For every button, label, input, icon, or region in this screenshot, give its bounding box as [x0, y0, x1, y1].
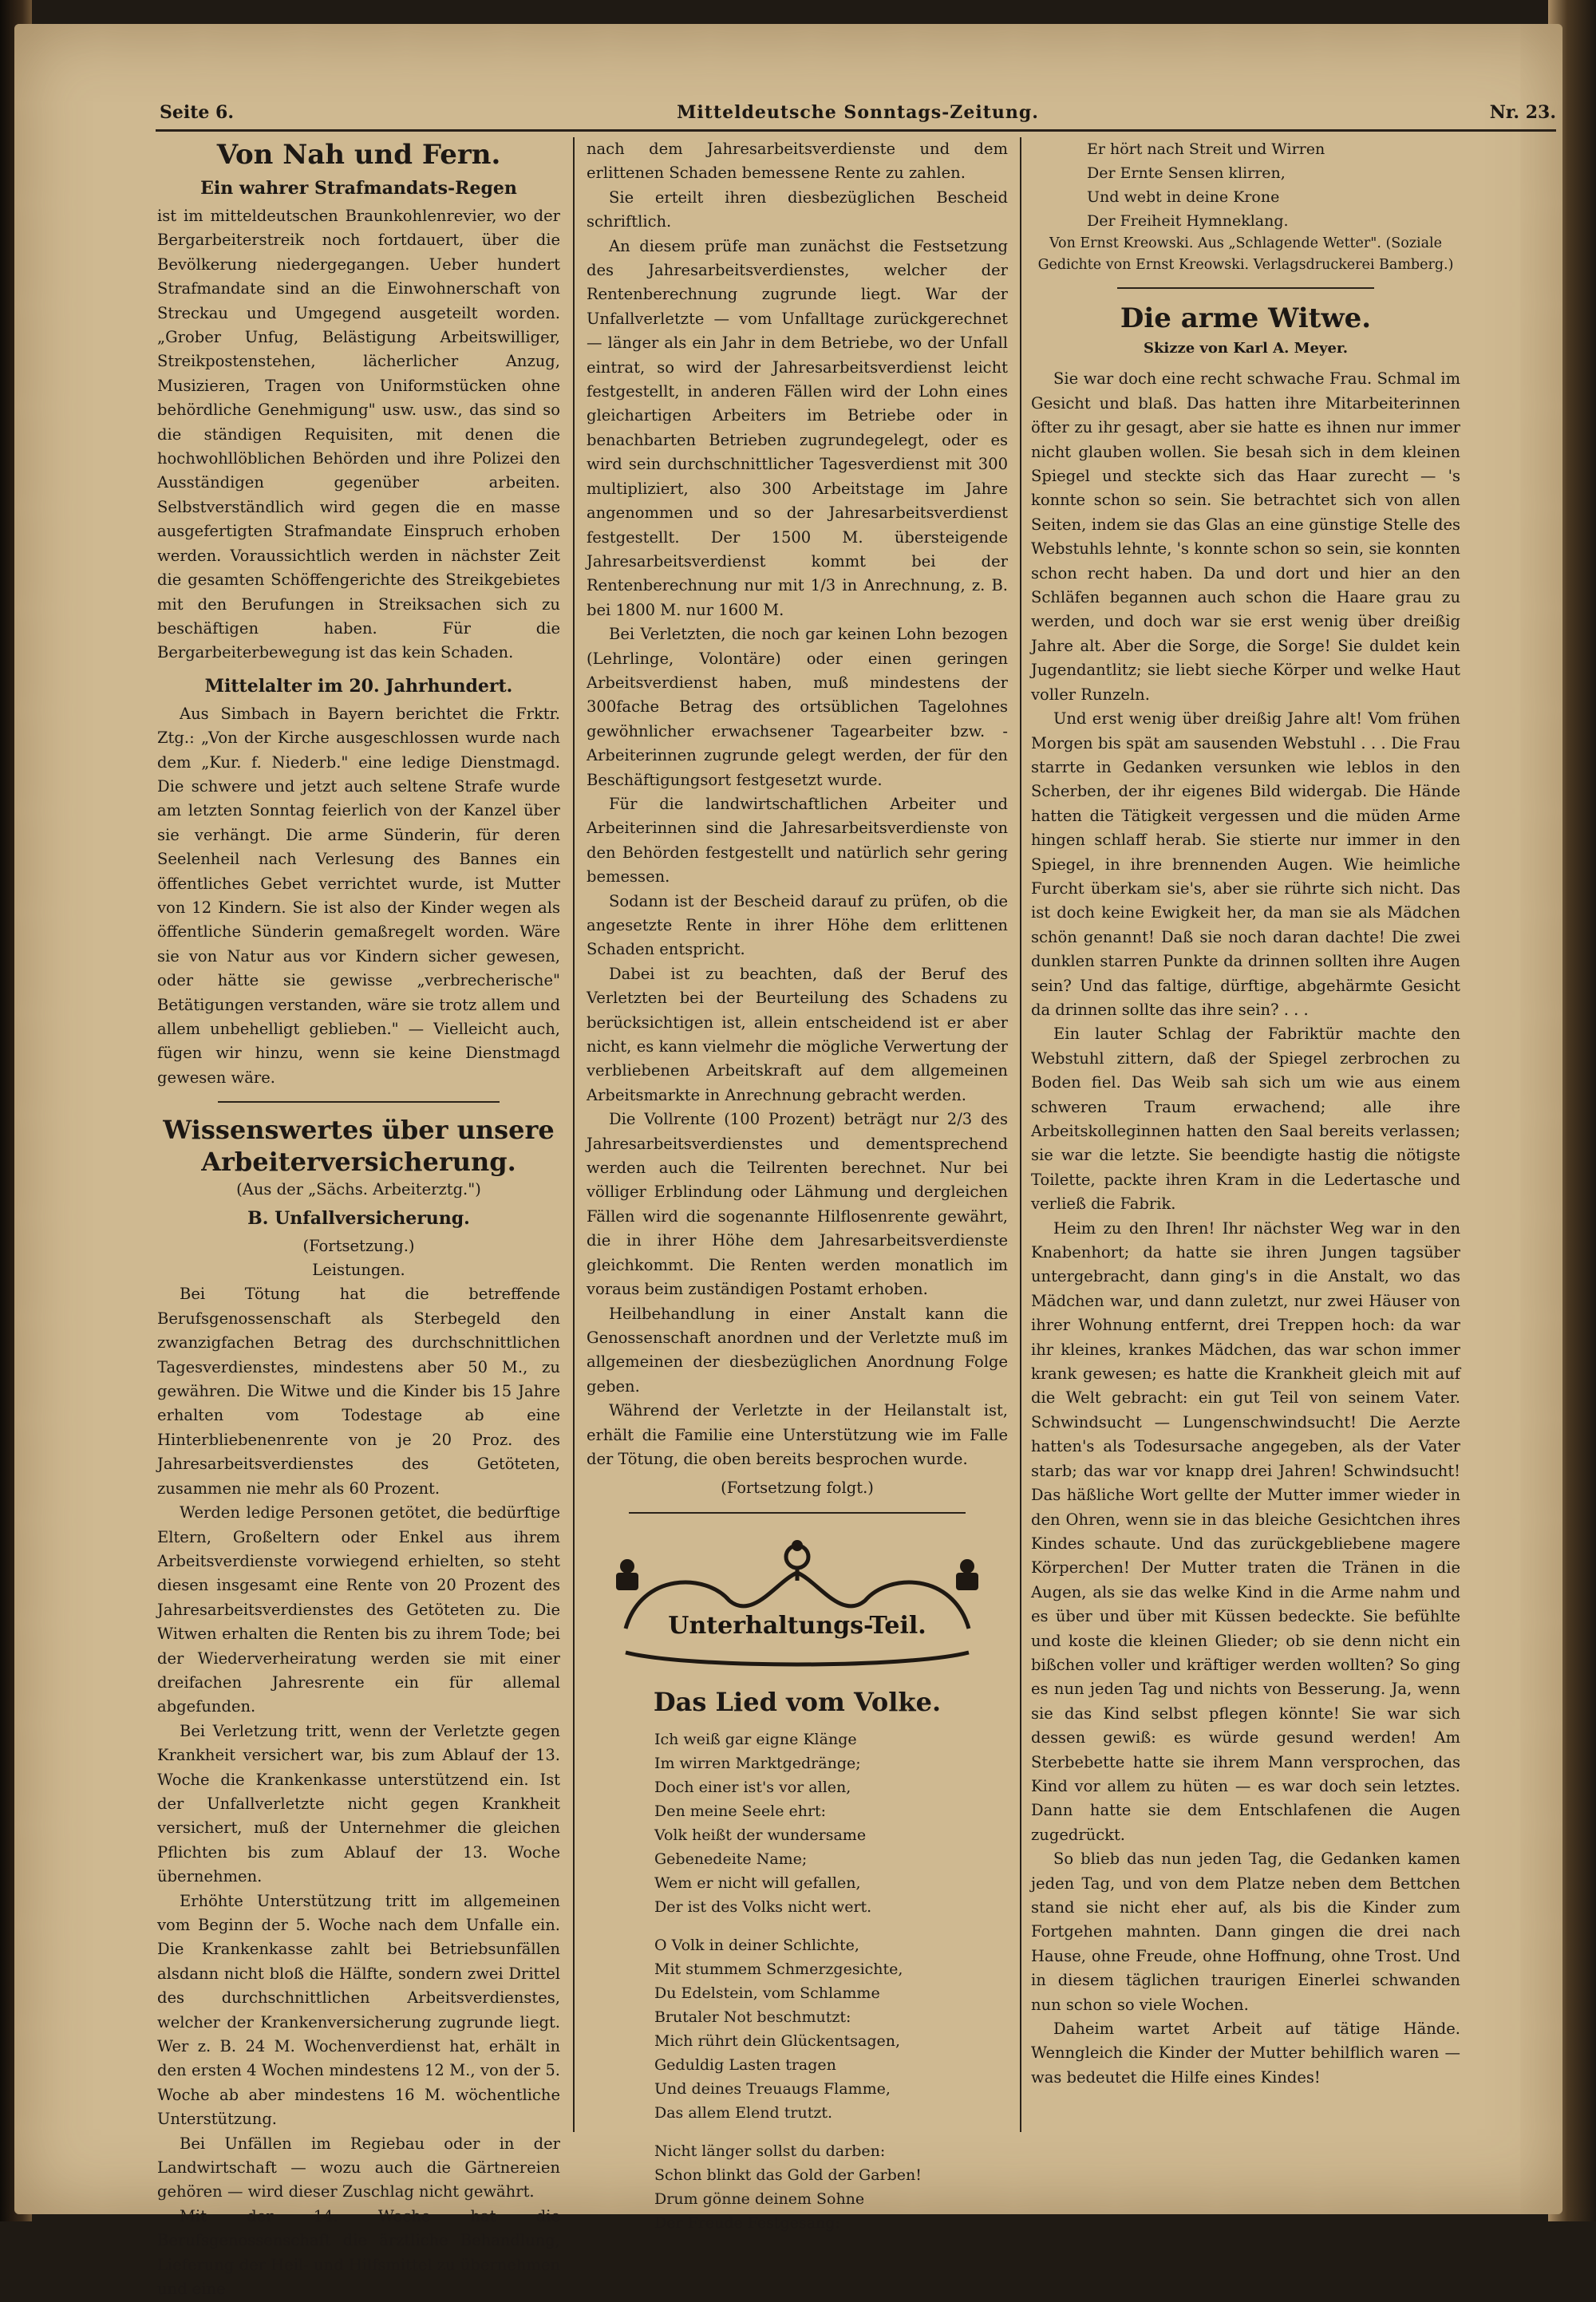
section-title: Von Nah und Fern.	[216, 139, 501, 171]
paragraph: Bei Verletzten, die noch gar keinen Lohn bezogen (Lehrlinge, Volontäre) oder einen geringen Arbeitsverdienst haben, muß mindestens der 300fache Betrag des ortsüblichen Tagelohnes gewöhnlicher erwachsener Tagearbeiter bzw. -Arbeiterinnen zugrunde gelegt werden, der für den Beschäftigungsort festgesetzt wurde.	[587, 625, 1008, 789]
poem-line: Mich rührt dein Glückentsagen,	[654, 2032, 901, 2050]
paragraph: Die Vollrente (100 Prozent) beträgt nur 2/3 des Jahresarbeitsverdienstes und dementsprechend werden auch die Teilrenten berechnet. Nur bei völliger Erblindung oder Lähmung und dergleichen Fällen wird die sogenannte Hilflosenrente gewährt, die in ihrer Höhe dem Jahresarbeitsverdienste gleichkommt. Die Renten werden monatlich im voraus beim zuständigen Postamt erhoben.	[587, 1110, 1008, 1299]
paragraph: Daheim wartet Arbeit auf tätige Hände. Wenngleich die Kinder der Mutter behilflich waren — was bedeutet die Hilfe eines Kindes!	[1031, 2020, 1460, 2087]
ornament-frame-icon	[610, 1525, 985, 1676]
poem-line: Gebenedeite Name;	[654, 1850, 808, 1868]
paragraph: Sie erteilt ihren diesbezüglichen Bescheid schriftlich.	[587, 188, 1008, 231]
poem-line: O Volk in deiner Schlichte,	[654, 1936, 859, 1954]
column-rule-1	[573, 137, 575, 2132]
poem-line: Brutaler Not beschmutzt:	[654, 2008, 851, 2026]
poem-line: Du Edelstein, vom Schlamme	[654, 1984, 880, 2002]
newspaper-title: Mitteldeutsche Sonntags-Zeitung.	[677, 102, 1039, 123]
poem-line: Geduldig Lasten tragen	[654, 2055, 836, 2074]
paragraph: Mit der 14. Woche hat die Berufsgenossenschaft die ärztliche Behandlung, Lieferung der Heil- und Hilfsmittel zu übernehmen und eine	[157, 2206, 561, 2299]
feuilleton-title: Unterhaltungs-Teil.	[668, 1611, 926, 1640]
poem-line: Der Ernte Sensen klirren,	[1087, 164, 1286, 182]
poem-line: Ich weiß gar eigne Klänge	[654, 1730, 857, 1748]
column-3	[1031, 137, 1460, 2090]
poem-line: Im wirren Marktgedränge;	[654, 1754, 861, 1772]
page-number: Seite 6.	[160, 102, 235, 123]
column-2	[587, 137, 1008, 2235]
poem-line: Schon blinkt das Gold der Garben!	[654, 2166, 922, 2184]
story-title: Die arme Witwe.	[1120, 302, 1372, 334]
story-byline: Skizze von Karl A. Meyer.	[1143, 340, 1349, 357]
poem-line: Der ist des Volks nicht wert.	[654, 1897, 872, 1916]
article-text-strafmandat: ist im mitteldeutschen Braunkohlenrevier, wo der Bergarbeiterstreik noch fortdauert, über die Bevölkerung niedergegangen. Ueber hundert Strafmandate sind an die Einwohnerschaft von Streckau und Umgegend ausgeteilt worden. „Grober Unfug, Belästigung Arbeitswilliger, Streikpostenstehen, lächerlicher Anzug, Musizieren, Tragen von Uniformstücken ohne behördliche Genehmigung" usw. usw., das sind so die ständigen Requisiten, mit denen die hochwohllöblichen Behörden und ihre Polizei den Ausständigen gegenüber arbeiten. Selbstverständlich wird gegen die en masse ausgefertigten Strafmandate Einspruch erhoben werden. Voraussichtlich werden in nächster Zeit die gesamten Schöffengerichte des Streikgebietes mit den Berufungen in Streiksachen sich zu beschäftigen haben. Für die Bergarbeiterbewegung ist das kein Schaden.	[157, 207, 560, 662]
paragraph: nach dem Jahresarbeitsverdienste und dem erlittenen Schaden bemessene Rente zu zahlen.	[587, 140, 1008, 183]
poem-line: Und deines Treuaugs Flamme,	[654, 2079, 891, 2098]
subheading-leistungen: Leistungen.	[312, 1261, 405, 1280]
stanza-break	[654, 1919, 1008, 1933]
column-rule-2	[1020, 137, 1021, 2132]
continuation-note: (Fortsetzung folgt.)	[721, 1479, 874, 1498]
poem-line: Und webt in deine Krone	[1087, 188, 1280, 206]
paragraph: Sodann ist der Bescheid darauf zu prüfen, ob die angesetzte Rente in ihrer Höhe dem erlittenen Schaden entspricht.	[587, 891, 1008, 959]
paragraph: Heim zu den Ihren! Ihr nächster Weg war in den Knabenhort; da hatte sie ihren Jungen tagsüber untergebracht, dann ging's in die Anstalt, wo das Mädchen war, und dann zuletzt, nur zwei Häuser von ihrer Wohnung entfernt, drei Treppen hoch: da war ihr kleines, krankes Mädchen, das war schon immer krank gewesen; es hatte die Krankheit gleich mit auf die Welt gebracht: ein gut Teil von seinem Vater. Schwindsucht — Lungenschwindsucht! Die Aerzte hatten's als Todesursache angegeben, als der Vater starb; das war vor knapp drei Jahren! Schwindsucht! Das häßliche Wort gellte der Mutter immer wieder in den Ohren, wenn sie in das bleiche Gesichtchen ihres Kindes schaute. Und das zurückgebliebene magere Körperchen! Der Mutter traten die Tränen in die Augen, als sie das welke Kind in die Arme nahm und es über und über mit Küssen bedeckte. Sie befühlte und koste die kleinen Glieder; ob sie denn nicht ein bißchen voller und kräftiger werden wollten? So ging es nun jeden Tag und nichts von Besserung. Ja, wenn sie das Kind selbst pflegen könnte! Sie war sich dessen gewiß: es würde gesund werden! Am Sterbebette hatte sie ihrem Mann versprochen, das Kind vor allem zu hüten — es war doch sein letztes. Dann hatte sie dem Entschlafenen die Augen zugedrückt.	[1031, 1218, 1460, 1844]
article-title-strafmandat: Ein wahrer Strafmandats-Regen	[200, 178, 517, 199]
paragraph: Dabei ist zu beachten, daß der Beruf des Verletzten bei der Beurteilung des Schadens zu berücksichtigen ist, allein entscheidend ist er aber nicht, es kann vielmehr die mögliche Verwertung der verbliebenen Arbeitskraft auf dem allgemeinen Arbeitsmarkte in Anrechnung gebracht werden.	[587, 964, 1008, 1104]
paragraph: Heilbehandlung in einer Anstalt kann die Genossenschaft anordnen und der Verletzte muß im allgemeinen der diesbezüglichen Anordnung Folge geben.	[587, 1304, 1008, 1396]
paragraph: Bei Unfällen im Regiebau oder in der Landwirtschaft — wozu auch die Gärtnereien gehören — wird dieser Zuschlag nicht gewährt.	[157, 2134, 560, 2201]
poem-line: Drum gönne deinem Sohne	[654, 2189, 865, 2208]
article-text-mittelalter: Aus Simbach in Bayern berichtet die Frktr. Ztg.: „Von der Kirche ausgeschlossen wurde nach dem „Kur. f. Niederb." eine ledige Dienstmagd. Die schwere und jetzt auch seltene Strafe wurde am letzten Sonntag feierlich von der Kanzel über sie verhängt. Die arme Sünderin, für deren Seelenheil nach Verlesung des Bannes ein öffentliches Gebet verrichtet wurde, ist Mutter von 12 Kindern. Sie ist also der Kinder wegen als öffentliche Sünderin gemaßregelt worden. Wäre sie von Natur aus vor Kindern sicher gewesen, oder hätte sie gewisse „verbrecherische" Betätigungen verstanden, wäre sie trotz allem und allem unbehelligt geblieben." — Vielleicht auch, fügen wir hinzu, wenn sie keine Dienstmagd gewesen wäre.	[157, 704, 560, 1087]
paragraph: So blieb das nun jeden Tag, die Gedanken kamen jeden Tag, und von dem Platze neben dem Bettchen stand sie nicht eher auf, als bis die Kinder zum Fortgehen mahnten. Dann gingen die drei nach Hause, ohne Freude, ohne Hoffnung, ohne Trost. Und in diesem täglichen traurigen Einerlei schwanden nun schon so viele Wochen.	[1031, 1850, 1460, 2014]
article-subtitle: B. Unfallversicherung.	[247, 1207, 470, 1229]
paragraph: An diesem prüfe man zunächst die Festsetzung des Jahresarbeitsverdienstes, welcher der Rentenberechnung zugrunde liegt. War der Unfallverletzte — vom Unfalltage zurückgerechnet — länger als ein Jahr in dem Betriebe, wo der Unfall eintrat, so wird der Jahresarbeitsverdienst leicht festgestellt, in anderen Fällen wird der Lohn eines gleichartigen Arbeiters im Betriebe oder in benachbarten Betrieben zugrundegelegt, oder es wird sein durchschnittlicher Tagesverdienst mit 300 multipliziert, also 300 Arbeitstage im Jahre angenommen und so der Jahresarbeitsverdienst festgestellt. Der 1500 M. übersteigende Jahresarbeitsverdienst kommt bei der Rentenberechnung nur mit 1/3 in Anrechnung, z. B. bei 1800 M. nur 1600 M.	[587, 236, 1008, 619]
paragraph: Erhöhte Unterstützung tritt im allgemeinen vom Beginn der 5. Woche nach dem Unfalle ein. Die Krankenkasse zahlt bei Betriebsunfällen alsdann nicht bloß die Hälfte, sondern zwei Drittel des durchschnittlichen Arbeitsverdienstes, welcher der Krankenversicherung zugrunde liegt. Wer z. B. 24 M. Wochenverdienst hat, erhält in den ersten 4 Wochen mindestens 12 M., von der 5. Woche ab aber mindestens 16 M. wöchentliche Unterstützung.	[157, 1891, 560, 2129]
poem-line: Der Freude Festgesang:	[654, 2213, 840, 2232]
poem-line: Den meine Seele ehrt:	[654, 1802, 827, 1820]
article-divider	[218, 1101, 500, 1103]
poem-line: Er hört nach Streit und Wirren	[1087, 140, 1325, 158]
article-source: (Aus der „Sächs. Arbeiterztg.")	[236, 1180, 481, 1199]
header-rule	[156, 129, 1556, 132]
issue-number: Nr. 23.	[1489, 102, 1556, 123]
poem-line: Doch einer ist's vor allen,	[654, 1778, 851, 1796]
poem-ending	[1031, 137, 1460, 233]
paragraph: Bei Verletzung tritt, wenn der Verletzte gegen Krankheit versichert war, bis zum Ablauf der 13. Woche die Krankenkasse unterstützend ein. Ist der Unfallverletzte nicht gegen Krankheit versichert, muß der Unternehmer die gleichen Pflichten bis zum Ablauf der 13. Woche übernehmen.	[157, 1721, 560, 1886]
poem-line: Nicht länger sollst du darben:	[654, 2142, 886, 2160]
paragraph: Während der Verletzte in der Heilanstalt ist, erhält die Familie eine Unterstützung wie im Falle der Tötung, die oben bereits besprochen wurde.	[587, 1401, 1008, 1468]
paragraph: Werden ledige Personen getötet, die bedürftige Eltern, Großeltern oder Enkel aus ihrem Arbeitsverdienste vorwiegend erhielten, so steht diesen insgesamt eine Rente von 20 Prozent des Jahresarbeitsverdienstes des Getöteten zu. Die Witwen erhalten die Renten bis zu ihrem Tode; bei der Wiederverheiratung werden sie mit einer dreifachen Jahresrente ein für allemal abgefunden.	[157, 1503, 560, 1716]
stanza-break	[654, 2125, 1008, 2139]
paragraph: Ein lauter Schlag der Fabriktür machte den Webstuhl zittern, daß der Spiegel zerbrochen zu Boden fiel. Das Weib sah sich um wie aus einem schweren Traum erwachend; alle ihre Arbeitskolleginnen hatten den Saal bereits verlassen; sie war die letzte. Sie beendigte hastig die nötigste Toilette, packte ihren Kram in die Ledertasche und verließ die Fabrik.	[1031, 1025, 1460, 1214]
poem-line: Wem er nicht will gefallen,	[654, 1874, 861, 1892]
section-divider	[629, 1512, 966, 1514]
column-1	[157, 137, 560, 2302]
paragraph: Und erst wenig über dreißig Jahre alt! Vom frühen Morgen bis spät am sausenden Webstuhl . . . Die Frau starrte in Gedanken versunken wie leblos in den Scherben, der ihr eigenes Bild widergab. Die Hände hatten die Tätigkeit vergessen und die müden Arme hingen schlaff herab. Sie stierte nur immer in den Spiegel, in ihre brennenden Augen. Wie heimliche Furcht überkam sie's, aber sie rührte sich nicht. Das ist doch keine Ewigkeit her, da man sie als Mädchen schön genannt! Daß sie noch daran dachte! Die zwei dunklen starren Punkte da drinnen sollten ihre Augen sein? Und das faltige, dürftige, abgehärmte Gesicht da drinnen sollte das ihre sein? . . .	[1031, 709, 1460, 1019]
paragraph: Bei Tötung hat die betreffende Berufsgenossenschaft als Sterbegeld den zwanzigfachen Betrag des durchschnittlichen Tagesverdienstes, mindestens aber 50 M., zu gewähren. Die Witwe und die Kinder bis 15 Jahre erhalten vom Todestage ab eine Hinterbliebenenrente von je 20 Proz. des Jahresarbeitsverdienstes des Getöteten, zusammen nie mehr als 60 Prozent.	[157, 1285, 560, 1498]
feuilleton-ornament	[610, 1525, 985, 1676]
poem-line: Der Freiheit Hymneklang.	[1087, 212, 1289, 230]
article-title-mittelalter: Mittelalter im 20. Jahrhundert.	[204, 675, 513, 697]
poem-line: Volk heißt der wundersame	[654, 1826, 867, 1844]
poem-credit: Von Ernst Kreowski. Aus „Schlagende Wetter". (Soziale Gedichte von Ernst Kreowski. Verlagsdruckerei Bamberg.)	[1037, 235, 1454, 273]
paragraph: Sie war doch eine recht schwache Frau. Schmal im Gesicht und blaß. Das hatten ihre Mitarbeiterinnen öfter zu ihr gesagt, aber sie hatte es ihnen nur immer nicht glauben wollen. Sie besah sich in dem kleinen Spiegel und steckte sich das Haar zurecht — 's konnte schon so sein. Sie betrachtet sich von allen Seiten, indem sie das Glas an eine günstige Stelle des Webstuhls lehnte, 's konnte schon so sein, sie konnten schon recht haben. Da und dort und hier an den Schläfen begannen auch schon die Haare grau zu werden, und doch war sie erst wenig über dreißig Jahre alt. Aber die Sorge, die Sorge! Sie duldet kein Jugendantlitz; sie liebt sieche Körper und welke Haut voller Runzeln.	[1031, 369, 1460, 704]
poem-title: Das Lied vom Volke.	[653, 1686, 942, 1717]
poem-body	[587, 1727, 1008, 2235]
continuation-note: (Fortsetzung.)	[302, 1236, 415, 1255]
poem-line: Mit stummem Schmerzgesichte,	[654, 1960, 903, 1978]
article-title-versicherung: Wissenswertes über unsere Arbeiterversicherung.	[163, 1115, 555, 1178]
paragraph: Für die landwirtschaftlichen Arbeiter und Arbeiterinnen sind die Jahresarbeitsverdienste von den Behörden festgestellt und natürlich sehr gering bemessen.	[587, 794, 1008, 886]
poem-line: Das allem Elend trutzt.	[654, 2103, 833, 2122]
section-divider	[1117, 287, 1375, 289]
